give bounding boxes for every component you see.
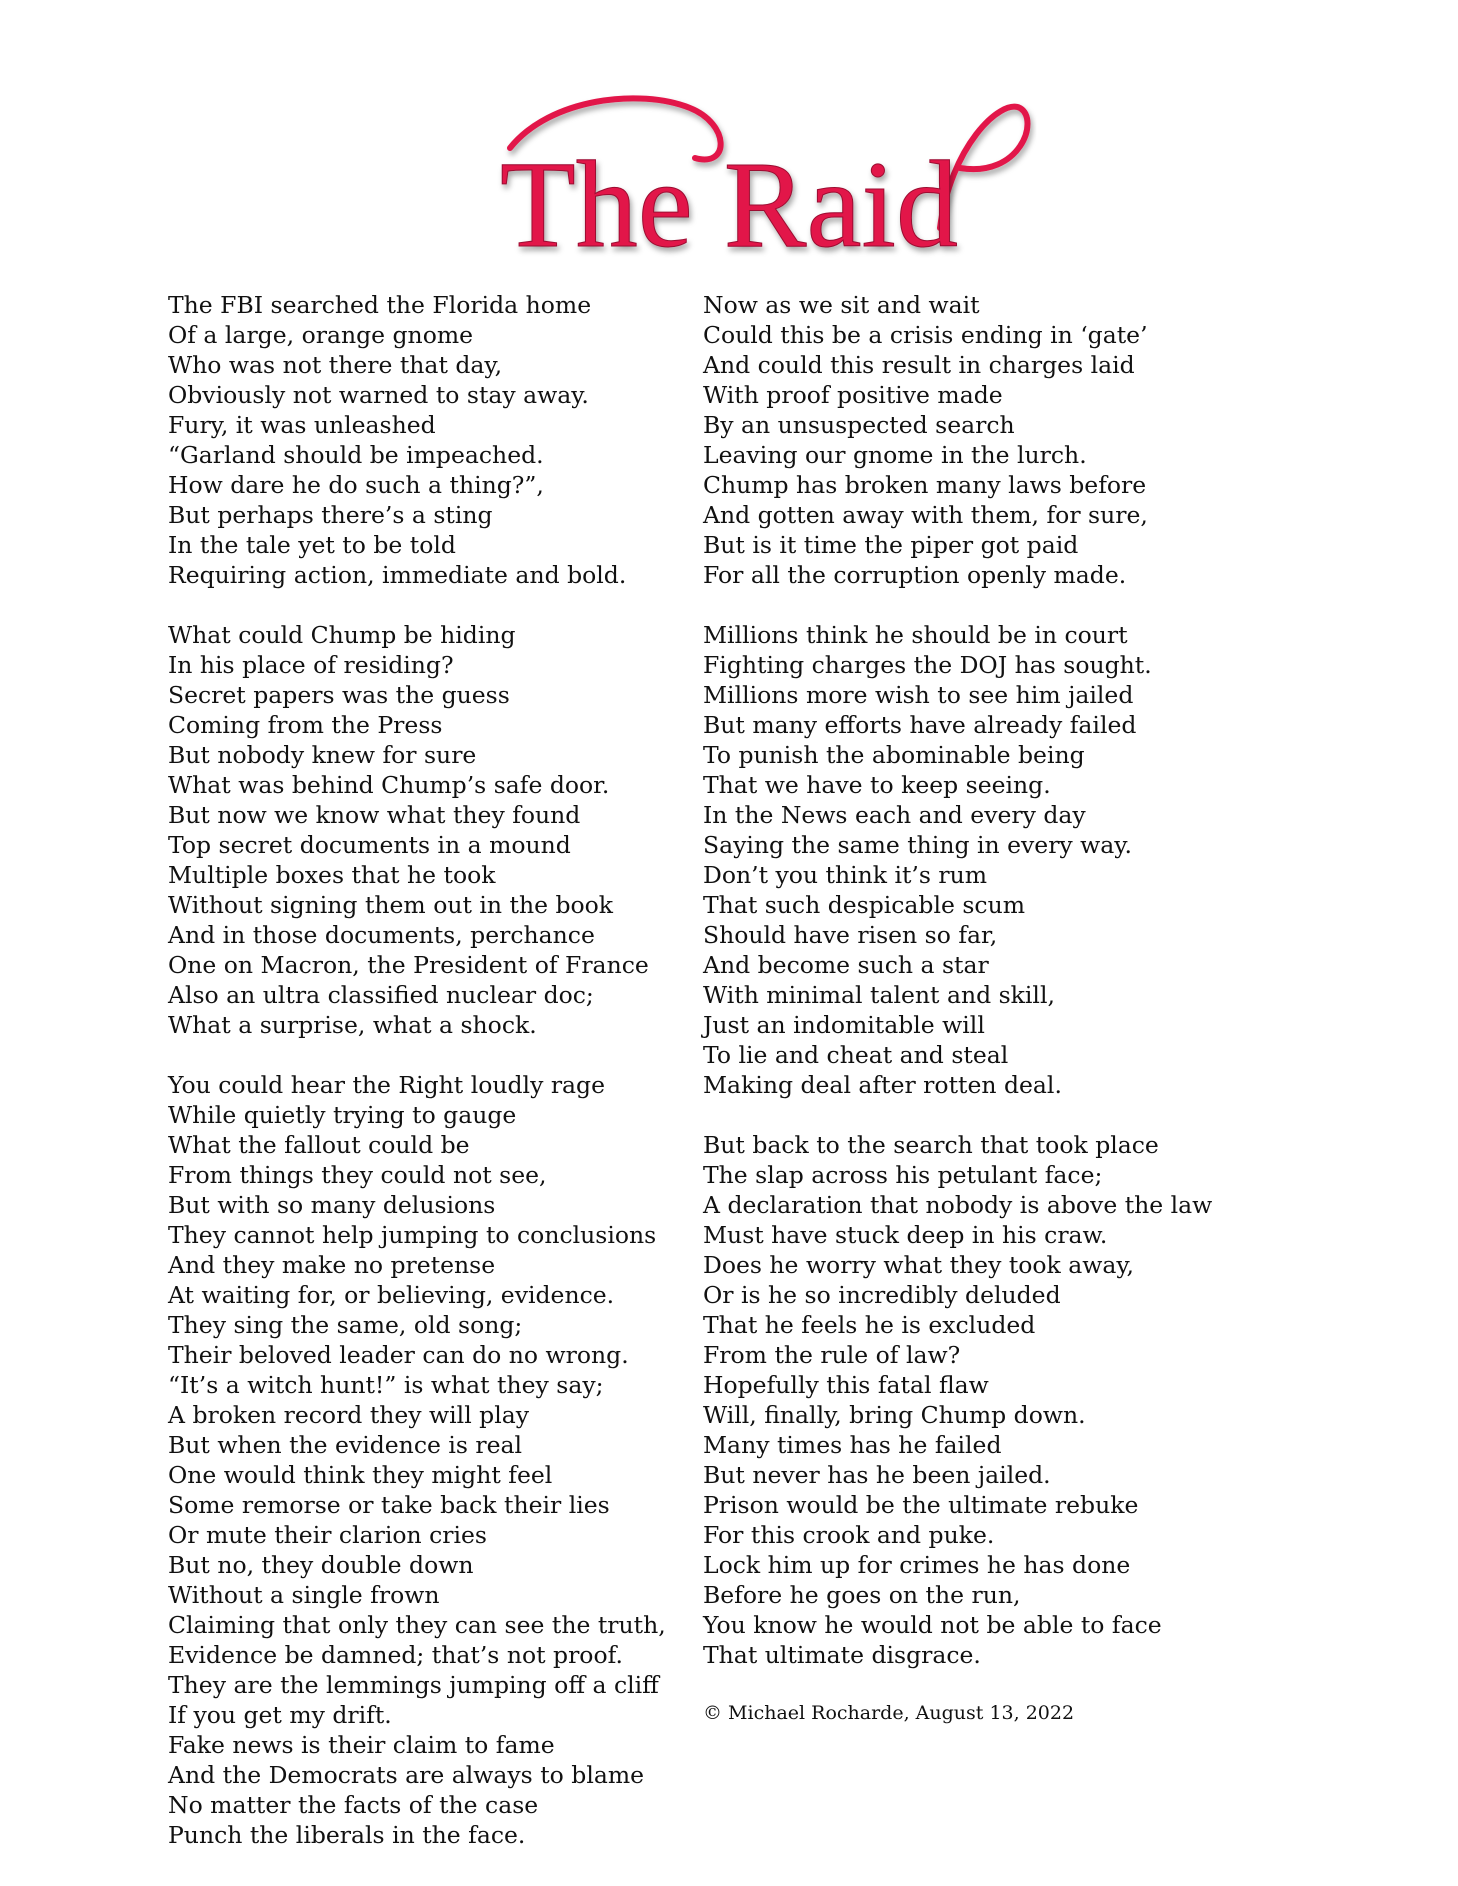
poem-line: From the rule of law? [703,1341,961,1369]
poem-line: But when the evidence is real [168,1431,523,1459]
poem-line: From things they could not see, [168,1161,547,1189]
poem-line: Coming from the Press [168,711,443,739]
poem-line: The slap across his petulant face; [703,1161,1103,1189]
poem-line: Lock him up for crimes he has done [703,1551,1131,1579]
poem-line: Should have risen so far, [703,921,998,949]
poem-line: And the Democrats are always to blame [168,1761,645,1789]
poem-line: Obviously not warned to stay away. [168,381,589,409]
poem-line: Multiple boxes that he took [168,861,496,889]
poem-line: Prison would be the ultimate rebuke [703,1491,1139,1519]
poem-line: For all the corruption openly made. [703,561,1127,589]
poem-line: But never has he been jailed. [703,1461,1051,1489]
poem-line: Secret papers was the guess [168,681,510,709]
poem-line: One would think they might feel [168,1461,553,1489]
poem-line: For this crook and puke. [703,1521,995,1549]
stanza [703,620,1263,1100]
poem-line: One on Macron, the President of France [168,951,649,979]
poem-line: To punish the abominable being [703,741,1085,769]
poem-line: What could Chump be hiding [168,621,516,649]
poem-line: Leaving our gnome in the lurch. [703,441,1087,469]
poem-line: Don’t you think it’s rum [703,861,988,889]
poem-line: Of a large, orange gnome [168,321,474,349]
poem-line: Fighting charges the DOJ has sought. [703,651,1152,679]
poem-line: Chump has broken many laws before [703,471,1147,499]
poem-line: Without a single frown [168,1581,440,1609]
poem-line: In his place of residing? [168,651,454,679]
poem-line: Without signing them out in the book [168,891,614,919]
poem-line: But perhaps there’s a sting [168,501,493,529]
poem-line: That he feels he is excluded [703,1311,1036,1339]
poem-line: That ultimate disgrace. [703,1641,981,1669]
poem-line: Also an ultra classified nuclear doc; [168,981,594,1009]
poem-line: And they make no pretense [168,1251,496,1279]
poem-line: Could this be a crisis ending in ‘gate’ [703,321,1148,349]
poem-line: But with so many delusions [168,1191,496,1219]
poem-line: And could this result in charges laid [703,351,1135,379]
poem-line: In the tale yet to be told [168,531,456,559]
poem-line: Or is he so incredibly deluded [703,1281,1061,1309]
title-graphic [480,88,1040,268]
poem-line: Millions more wish to see him jailed [703,681,1134,709]
poem-line: Making deal after rotten deal. [703,1071,1062,1099]
poem-line: Requiring action, immediate and bold. [168,561,627,589]
poem-line: What the fallout could be [168,1131,470,1159]
poem-line: To lie and cheat and steal [703,1041,1009,1069]
poem-line: Some remorse or take back their lies [168,1491,610,1519]
poem-line: Top secret documents in a mound [168,831,571,859]
poem-line: If you get my drift. [168,1701,392,1729]
poem-line: But no, they double down [168,1551,474,1579]
poem-line: Claiming that only they can see the truth, [168,1611,666,1639]
poem-line: While quietly trying to gauge [168,1101,517,1129]
poem-line: At waiting for, or believing, evidence. [168,1281,615,1309]
stanza [168,620,728,1040]
poem-line: That we have to keep seeing. [703,771,1051,799]
poem-line: You could hear the Right loudly rage [168,1071,606,1099]
poem-column-right [703,290,1263,1726]
poem-line: You know he would not be able to face [703,1611,1162,1639]
poem-line: A declaration that nobody is above the law [703,1191,1213,1219]
poem-line: Or mute their clarion cries [168,1521,487,1549]
poem-line: They cannot help jumping to conclusions [168,1221,657,1249]
poem-line: Punch the liberals in the face. [168,1821,526,1849]
poem-line: Hopefully this fatal flaw [703,1371,989,1399]
poem-title [480,88,1040,268]
poem-line: What was behind Chump’s safe door. [168,771,610,799]
poem-column-left [168,290,728,1880]
stanza [703,1130,1263,1670]
poem-line: Who was not there that day, [168,351,503,379]
poem-line: Their beloved leader can do no wrong. [168,1341,629,1369]
poem-line: Many times has he failed [703,1431,1002,1459]
poem-line: Fake news is their claim to fame [168,1731,555,1759]
poem-line: And become such a star [703,951,989,979]
poem-line: How dare he do such a thing?”, [168,471,544,499]
poem-line: By an unsuspected search [703,411,1015,439]
poem-line: What a surprise, what a shock. [168,1011,537,1039]
poem-line: And gotten away with them, for sure, [703,501,1148,529]
poem-line: With proof positive made [703,381,1003,409]
poem-line: Fury, it was unleashed [168,411,436,439]
poem-line: Before he goes on the run, [703,1581,1021,1609]
poem-line: Must have stuck deep in his craw. [703,1221,1108,1249]
poem-line: But nobody knew for sure [168,741,477,769]
stanza [168,1070,728,1850]
copyright-notice: © Michael Rocharde, August 13, 2022 [703,1702,1075,1724]
title-text: The Raid [500,136,958,268]
poem-line: They are the lemmings jumping off a cliff [168,1671,659,1699]
poem-line: And in those documents, perchance [168,921,595,949]
poem-line: Millions think he should be in court [703,621,1128,649]
poem-line: With minimal talent and skill, [703,981,1055,1009]
poem-line: But now we know what they found [168,801,581,829]
poem-line: That such despicable scum [703,891,1026,919]
poem-line: But back to the search that took place [703,1131,1159,1159]
poem-line: Evidence be damned; that’s not proof. [168,1641,623,1669]
poem-line: Saying the same thing in every way. [703,831,1132,859]
poem-line: “It’s a witch hunt!” is what they say; [168,1371,604,1399]
poem-line: They sing the same, old song; [168,1311,523,1339]
poem-line: “Garland should be impeached. [168,441,544,469]
stanza [168,290,728,590]
poem-line: But many efforts have already failed [703,711,1137,739]
poem-line: Will, finally, bring Chump down. [703,1401,1086,1429]
poem-line: A broken record they will play [168,1401,530,1429]
poem-line: The FBI searched the Florida home [168,291,592,319]
poem-line: No matter the facts of the case [168,1791,539,1819]
stanza [703,290,1263,590]
poem-line: Just an indomitable will [703,1011,985,1039]
poem-line: In the News each and every day [703,801,1086,829]
poem-line: Does he worry what they took away, [703,1251,1135,1279]
poem-line: Now as we sit and wait [703,291,980,319]
poem-line: But is it time the piper got paid [703,531,1079,559]
